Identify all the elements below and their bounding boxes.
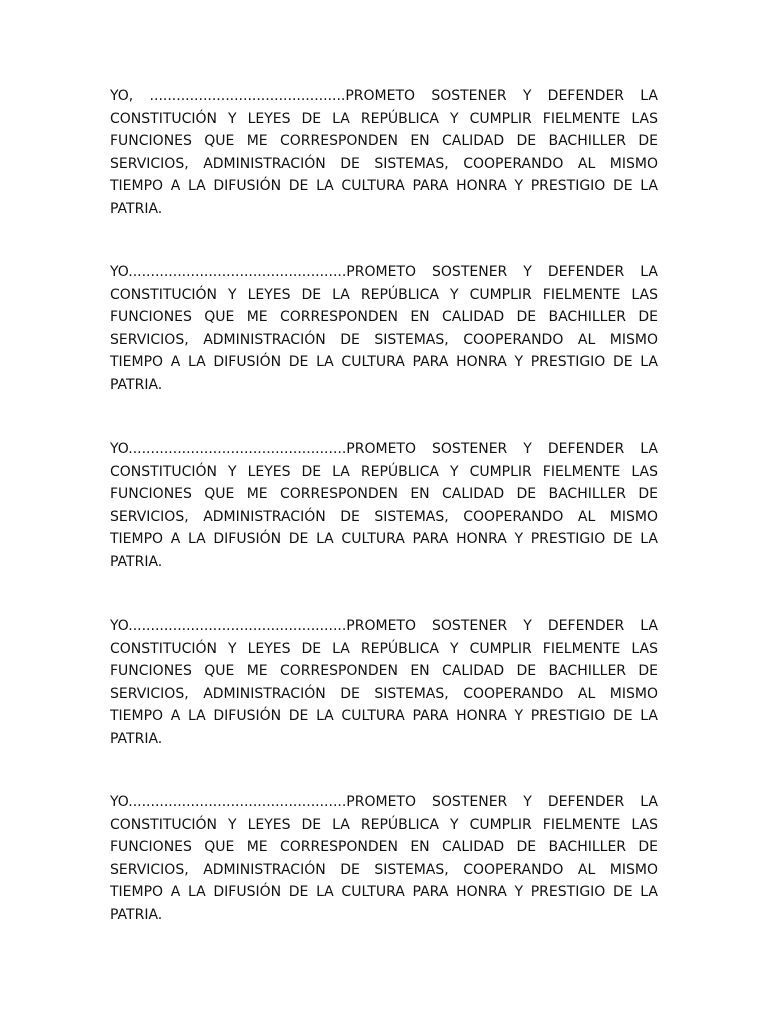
oath-paragraph-4: YO.................................................PROMETO SOSTENER Y DEFENDER LA CONSTITUCIÓN Y LEYES DE LA REPÚBLICA Y CUMPLIR FIELMENTE LAS FUNCIONES QUE ME CORRESPONDEN EN CALIDAD DE BACHILLER DE SERVICIOS, ADMINISTRACIÓN DE SISTEMAS, COOPERANDO AL MISMO TIEMPO A LA DIFUSIÓN DE LA CULTURA PARA HONRA Y PRESTIGIO DE LA PATRIA. — [110, 618, 658, 747]
oath-paragraph-2: YO.................................................PROMETO SOSTENER Y DEFENDER LA CONSTITUCIÓN Y LEYES DE LA REPÚBLICA Y CUMPLIR FIELMENTE LAS FUNCIONES QUE ME CORRESPONDEN EN CALIDAD DE BACHILLER DE SERVICIOS, ADMINISTRACIÓN DE SISTEMAS, COOPERANDO AL MISMO TIEMPO A LA DIFUSIÓN DE LA CULTURA PARA HONRA Y PRESTIGIO DE LA PATRIA. — [110, 264, 658, 393]
oath-paragraph-5: YO.................................................PROMETO SOSTENER Y DEFENDER LA CONSTITUCIÓN Y LEYES DE LA REPÚBLICA Y CUMPLIR FIELMENTE LAS FUNCIONES QUE ME CORRESPONDEN EN CALIDAD DE BACHILLER DE SERVICIOS, ADMINISTRACIÓN DE SISTEMAS, COOPERANDO AL MISMO TIEMPO A LA DIFUSIÓN DE LA CULTURA PARA HONRA Y PRESTIGIO DE LA PATRIA. — [110, 794, 658, 923]
oath-paragraph-3: YO.................................................PROMETO SOSTENER Y DEFENDER LA CONSTITUCIÓN Y LEYES DE LA REPÚBLICA Y CUMPLIR FIELMENTE LAS FUNCIONES QUE ME CORRESPONDEN EN CALIDAD DE BACHILLER DE SERVICIOS, ADMINISTRACIÓN DE SISTEMAS, COOPERANDO AL MISMO TIEMPO A LA DIFUSIÓN DE LA CULTURA PARA HONRA Y PRESTIGIO DE LA PATRIA. — [110, 441, 658, 570]
oath-paragraph-1: YO, ............................................PROMETO SOSTENER Y DEFENDER LA CONSTITUCIÓN Y LEYES DE LA REPÚBLICA Y CUMPLIR FIELMENTE LAS FUNCIONES QUE ME CORRESPONDEN EN CALIDAD DE BACHILLER DE SERVICIOS, ADMINISTRACIÓN DE SISTEMAS, COOPERANDO AL MISMO TIEMPO A LA DIFUSIÓN DE LA CULTURA PARA HONRA Y PRESTIGIO DE LA PATRIA. — [110, 88, 658, 217]
